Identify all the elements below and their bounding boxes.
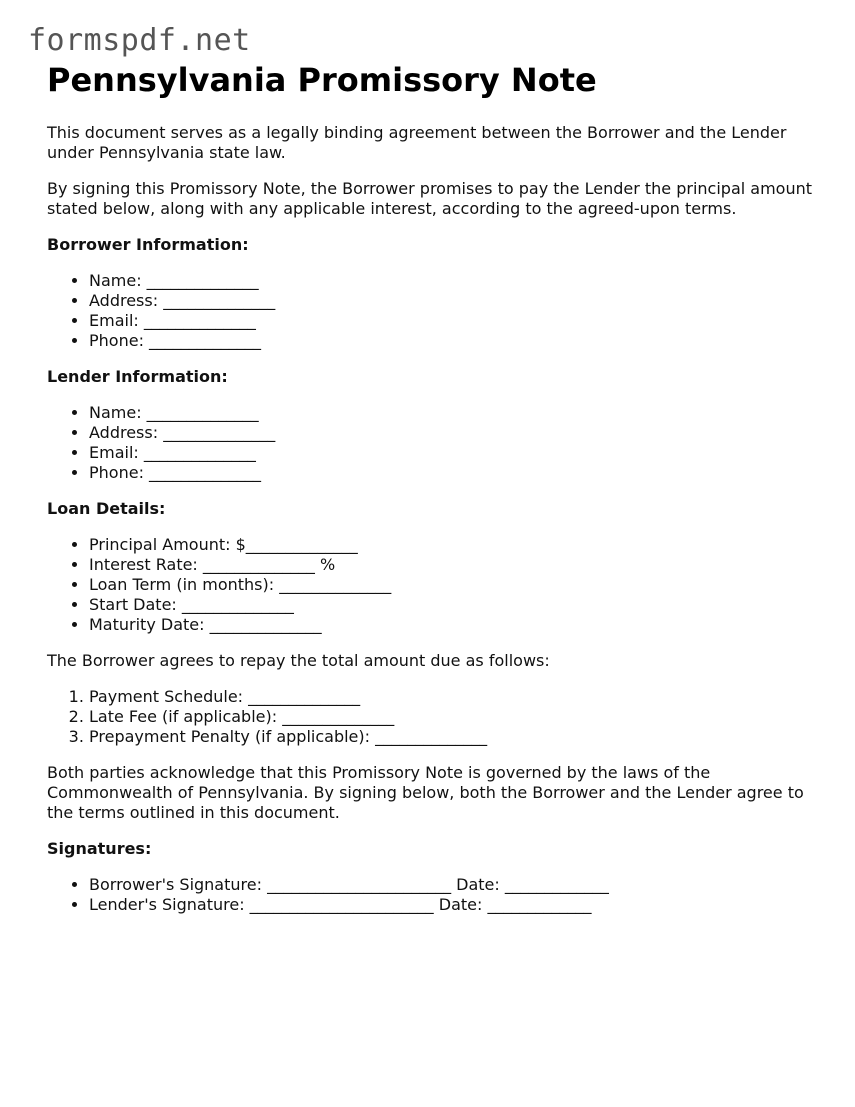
page-title: Pennsylvania Promissory Note — [47, 61, 597, 99]
lender-address-field: • Address: ______________ — [89, 423, 817, 443]
watermark-logo: formspdf.net — [28, 23, 251, 58]
start-date-field: • Start Date: ______________ — [89, 595, 817, 615]
late-fee-field: 2. Late Fee (if applicable): ______________ — [89, 707, 817, 727]
lender-list — [47, 403, 817, 483]
lender-email-field: • Email: ______________ — [89, 443, 817, 463]
lender-heading: Lender Information: — [47, 367, 228, 386]
borrower-list — [47, 271, 817, 351]
borrower-heading: Borrower Information: — [47, 235, 249, 254]
signatures-list — [47, 875, 817, 915]
borrower-signature-field: • Borrower's Signature: _______________________ Date: _____________ — [89, 875, 817, 895]
payment-schedule-field: 1. Payment Schedule: ______________ — [89, 687, 817, 707]
loan-list — [47, 535, 817, 635]
borrower-address-field: • Address: ______________ — [89, 291, 817, 311]
borrower-email-field: • Email: ______________ — [89, 311, 817, 331]
document — [47, 60, 817, 915]
prepayment-penalty-field: 3. Prepayment Penalty (if applicable): ______________ — [89, 727, 817, 747]
borrower-name-field: • Name: ______________ — [89, 271, 817, 291]
signatures-heading: Signatures: — [47, 839, 152, 858]
intro-paragraph-2: By signing this Promissory Note, the Borrower promises to pay the Lender the principal amount stated below, along with any applicable interest, according to the agreed-upon terms. — [47, 179, 813, 218]
lender-signature-field: • Lender's Signature: _______________________ Date: _____________ — [89, 895, 817, 915]
acknowledgment-paragraph: Both parties acknowledge that this Promissory Note is governed by the laws of the Commonwealth of Pennsylvania. By signing below, both the Borrower and the Lender agree to the terms outlined in this document. — [47, 763, 804, 822]
intro-paragraph-1: This document serves as a legally binding agreement between the Borrower and the Lender under Pennsylvania state law. — [47, 123, 787, 162]
loan-heading: Loan Details: — [47, 499, 166, 518]
maturity-date-field: • Maturity Date: ______________ — [89, 615, 817, 635]
borrower-phone-field: • Phone: ______________ — [89, 331, 817, 351]
principal-amount-field: • Principal Amount: $______________ — [89, 535, 817, 555]
lender-name-field: • Name: ______________ — [89, 403, 817, 423]
repayment-intro: The Borrower agrees to repay the total amount due as follows: — [47, 651, 550, 670]
repayment-list — [47, 687, 817, 747]
loan-term-field: • Loan Term (in months): ______________ — [89, 575, 817, 595]
interest-rate-field: • Interest Rate: ______________ % — [89, 555, 817, 575]
lender-phone-field: • Phone: ______________ — [89, 463, 817, 483]
